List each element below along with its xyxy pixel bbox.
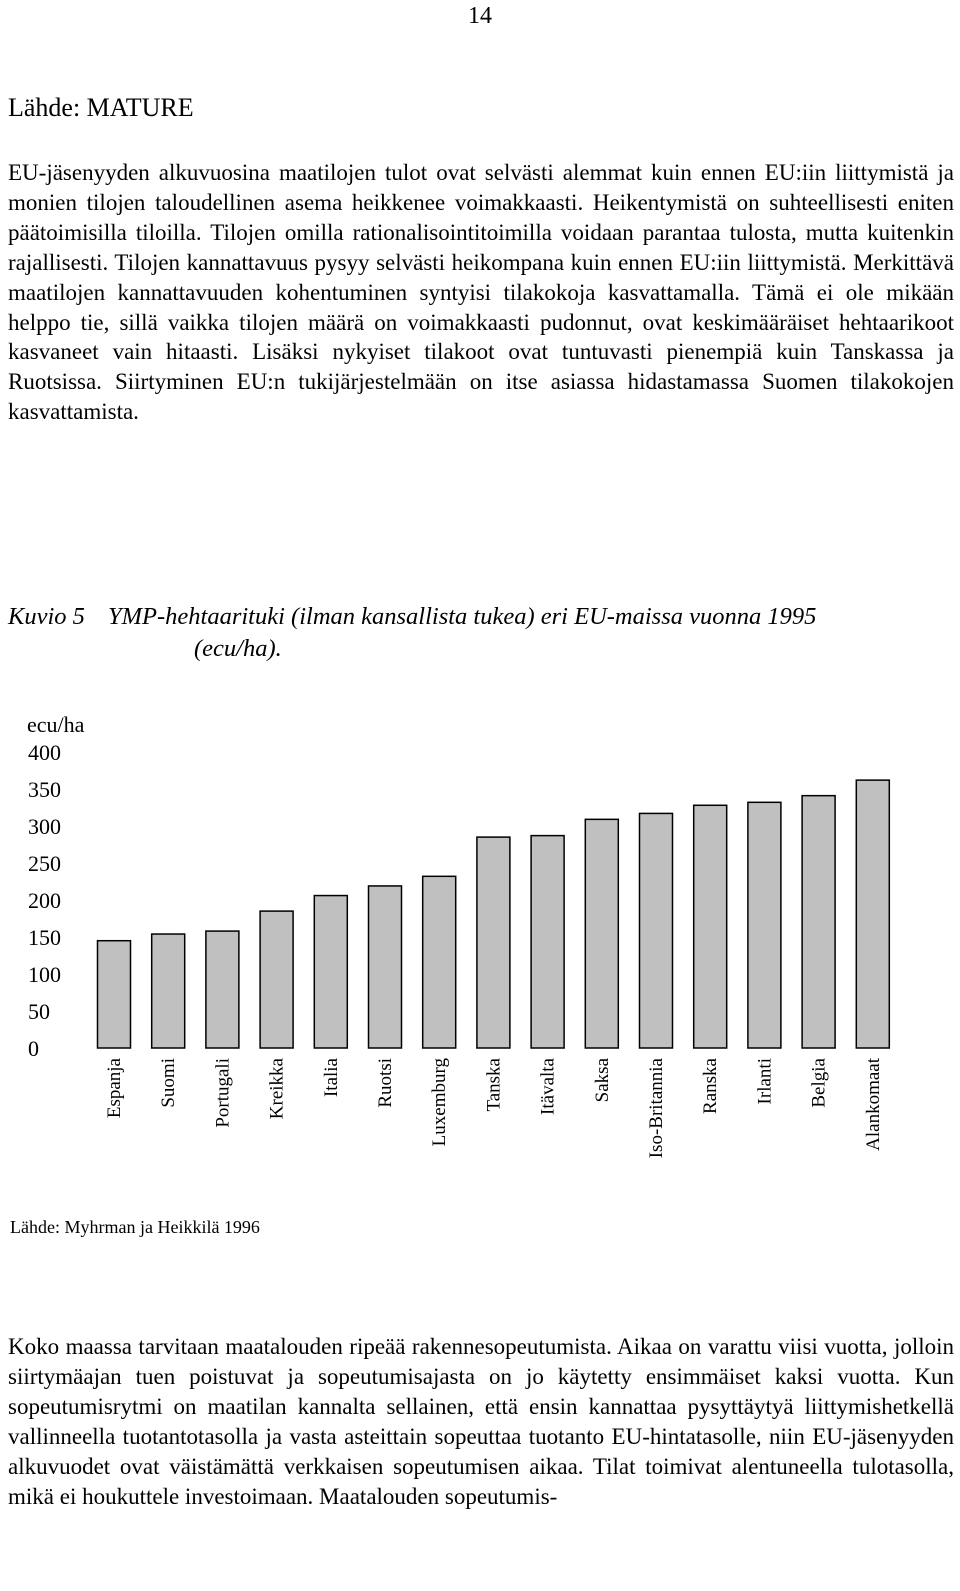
bar (206, 931, 239, 1048)
x-tick-label: Luxemburg (429, 1058, 451, 1147)
bar (856, 780, 889, 1048)
x-tick-label: Iso-Britannia (646, 1058, 667, 1159)
bar (152, 934, 185, 1048)
figure-caption (8, 601, 958, 665)
bar (314, 896, 347, 1048)
x-tick-label: Portugali (212, 1058, 234, 1128)
bar (369, 886, 402, 1048)
caption-label: Kuvio 5 (8, 603, 85, 630)
y-axis-ticks (28, 740, 61, 1061)
y-tick-label: 350 (28, 777, 61, 802)
page-number: 14 (468, 3, 492, 29)
bar (694, 805, 727, 1048)
chart-source: Lähde: Myhrman ja Heikkilä 1996 (10, 1217, 260, 1237)
bar-chart (0, 700, 960, 1200)
y-tick-label: 150 (28, 925, 61, 950)
caption-text: YMP-hehtaarituki (ilman kansallista tukea) eri EU-maissa vuonna 1995 (108, 603, 817, 630)
bar (98, 941, 131, 1048)
bar (802, 796, 835, 1048)
x-tick-label: Suomi (158, 1058, 180, 1108)
paragraph-2: Koko maassa tarvitaan maatalouden ripeää rakennesopeutumista. Aikaa on varattu viisi vuotta, jolloin siirtymäajan tuen poistuvat ja sopeutumisajasta on jo käytetty ensimmäiset kaksi vuotta. Kun sopeutumisrytmi on maatilan kannalta sellainen, että ensin kannattaa pysyttäytyä liittymishetkellä vallinneella tuotantotasolla ja vasta asteittain sopeuttaa tuotanto EU-hintatasolle, niin EU-jäsenyyden alkuvuodet ovat väistämättä verkkaisen sopeutumisen aikaa. Tilat toimivat alentuneella tulotasolla, mikä ei houkuttele investoimaan. Maatalouden sopeutumis- (8, 1334, 954, 1509)
bar (260, 911, 293, 1048)
bar (477, 837, 510, 1048)
x-tick-label: Ruotsi (375, 1058, 396, 1108)
x-tick-label: Irlanti (754, 1058, 776, 1105)
y-tick-label: 250 (28, 851, 61, 876)
x-tick-label: Alankomaat (862, 1058, 884, 1151)
x-tick-label: Kreikka (266, 1058, 288, 1120)
y-axis-label: ecu/ha (27, 712, 85, 737)
x-axis-labels (104, 1057, 884, 1158)
caption-text-continued: (ecu/ha). (194, 635, 282, 662)
y-tick-label: 300 (28, 814, 61, 839)
x-tick-label: Itävalta (537, 1058, 559, 1115)
bar (748, 802, 781, 1048)
bar (423, 876, 456, 1048)
x-tick-label: Italia (320, 1058, 342, 1098)
y-tick-label: 200 (28, 888, 61, 913)
x-tick-label: Espanja (104, 1058, 125, 1119)
bar (531, 836, 564, 1048)
x-tick-label: Saksa (591, 1058, 613, 1103)
x-tick-label: Belgia (808, 1058, 830, 1108)
y-tick-label: 400 (28, 740, 61, 765)
x-tick-label: Ranska (700, 1058, 722, 1114)
bar (640, 813, 673, 1048)
y-tick-label: 0 (28, 1036, 39, 1061)
bar (585, 819, 618, 1048)
source-mature: Lähde: MATURE (8, 93, 194, 122)
bars (98, 780, 890, 1048)
paragraph-1: EU-jäsenyyden alkuvuosina maatilojen tulot ovat selvästi alemmat kuin ennen EU:iin liittymistä ja monien tilojen taloudellinen asema heikkenee voimakkaasti. Heikentymistä on suhteellisesti eniten päätoimisilla tiloilla. Tilojen omilla rationalisointitoimilla voidaan parantaa tulosta, mutta kuitenkin rajallisesti. Tilojen kannattavuus pysyy selvästi heikompana kuin ennen EU:iin liittymistä. Merkittävä maatilojen kannattavuuden kohentuminen syntyisi tilakokoja kasvattamalla. Tämä ei ole mikään helppo tie, sillä vaikka tilojen määrä on voimakkaasti pudonnut, ovat keskimääräiset hehtaarikoot kasvaneet vain hitaasti. Lisäksi nykyiset tilakoot ovat tuntuvasti pienempiä kuin Tanskassa ja Ruotsissa. Siirtyminen EU:n tukijärjestelmään on itse asiassa hidastamassa Suomen tilakokojen kasvattamista. (8, 160, 954, 425)
y-tick-label: 100 (28, 962, 61, 987)
y-tick-label: 50 (28, 999, 50, 1024)
x-tick-label: Tanska (483, 1058, 505, 1112)
